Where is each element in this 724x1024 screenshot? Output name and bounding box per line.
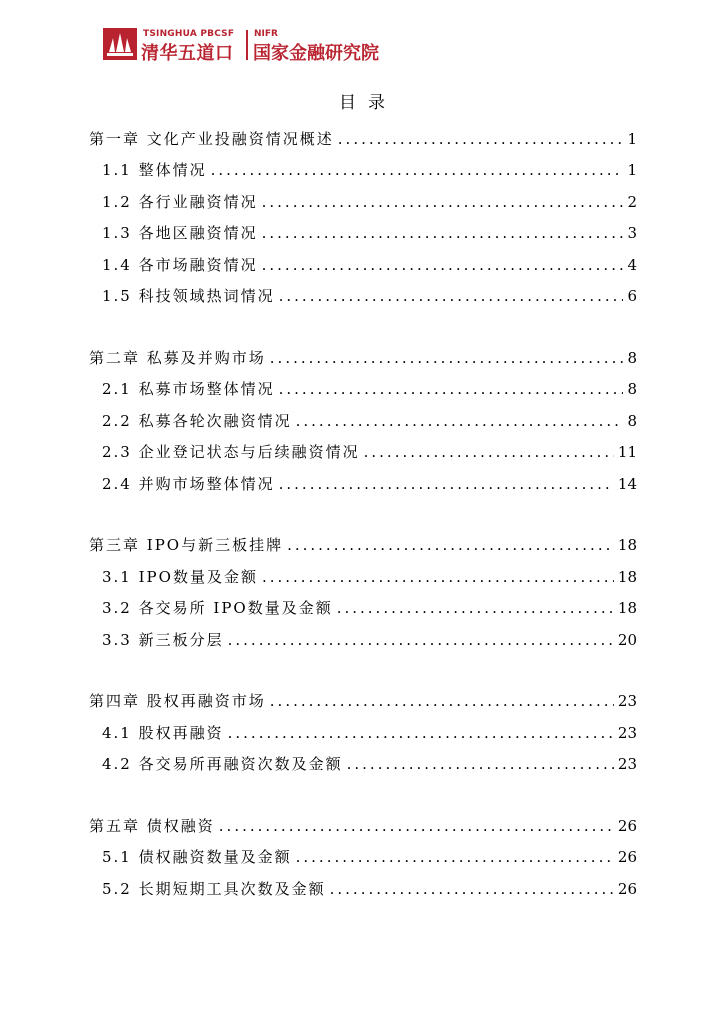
toc-section-3-2[interactable] (89, 586, 637, 618)
toc-leader (337, 599, 614, 617)
toc-section-1-4[interactable] (89, 242, 637, 274)
toc-page: 14 (617, 474, 637, 493)
toc-label: 3.3 新三板分层 (102, 630, 224, 649)
toc-page: 11 (617, 443, 637, 461)
toc-section-1-2[interactable] (89, 179, 637, 211)
toc-label: 3.1 IPO数量及金额 (102, 567, 258, 586)
toc-leader (287, 536, 614, 554)
toc-leader (228, 724, 614, 742)
toc-section-5-2[interactable] (89, 866, 637, 898)
toc-page: 26 (617, 816, 637, 835)
toc-chapter-4[interactable] (89, 679, 637, 711)
toc-section-5-1[interactable] (89, 835, 637, 867)
toc-label: 2.2 私募各轮次融资情况 (102, 411, 292, 430)
tsinghua-building-icon (103, 28, 137, 60)
toc-chapter-5[interactable] (89, 803, 637, 835)
toc-label: 2.1 私募市场整体情况 (102, 380, 275, 398)
toc-leader (347, 755, 614, 773)
toc-leader (270, 692, 614, 710)
toc-label: 第五章 债权融资 (89, 816, 215, 835)
toc-section-1-3[interactable] (89, 211, 637, 243)
toc-leader (262, 224, 624, 242)
toc-leader (279, 475, 614, 493)
toc-section-2-3[interactable] (89, 430, 637, 462)
toc-leader (262, 256, 624, 274)
toc-leader (219, 817, 614, 835)
toc-leader (270, 349, 624, 367)
toc-page: 8 (627, 411, 637, 430)
toc-leader (228, 631, 614, 649)
toc-page: 2 (627, 192, 637, 211)
toc-page: 4 (627, 255, 637, 274)
toc-label: 3.2 各交易所 IPO数量及金额 (102, 599, 333, 617)
toc-label: 1.1 整体情况 (102, 161, 207, 179)
toc-leader (338, 130, 624, 148)
institute-english: NIFR (254, 29, 278, 39)
header-divider (246, 30, 248, 60)
toc-leader (262, 568, 614, 586)
toc-label: 1.4 各市场融资情况 (102, 255, 258, 274)
toc-section-1-5[interactable] (89, 274, 637, 306)
toc-chapter-3[interactable] (89, 523, 637, 555)
toc-leader (279, 380, 624, 398)
toc-section-3-1[interactable] (89, 554, 637, 586)
toc-page: 20 (617, 630, 637, 649)
toc-label: 2.3 企业登记状态与后续融资情况 (102, 443, 360, 461)
toc-leader (279, 287, 624, 305)
toc-page: 18 (617, 599, 637, 617)
toc-leader (296, 848, 614, 866)
toc-label: 1.5 科技领域热词情况 (102, 287, 275, 305)
toc-label: 1.3 各地区融资情况 (102, 224, 258, 242)
toc-section-2-4[interactable] (89, 461, 637, 493)
toc-page: 1 (627, 129, 637, 148)
toc-page: 1 (627, 161, 637, 179)
toc-page: 6 (627, 287, 637, 305)
toc-page: 3 (627, 224, 637, 242)
toc-page: 23 (617, 723, 637, 742)
toc-label: 4.1 股权再融资 (102, 723, 224, 742)
toc-chapter-2[interactable] (89, 335, 637, 367)
toc-label: 第一章 文化产业投融资情况概述 (89, 129, 334, 148)
toc-leader (296, 412, 624, 430)
institute-chinese: 国家金融研究院 (253, 43, 379, 64)
toc-section-4-1[interactable] (89, 710, 637, 742)
toc-leader (364, 443, 614, 461)
toc-label: 1.2 各行业融资情况 (102, 192, 258, 211)
toc-section-2-2[interactable] (89, 398, 637, 430)
toc-label: 第二章 私募及并购市场 (89, 348, 266, 367)
brand-english: TSINGHUA PBCSF (143, 29, 235, 39)
toc-page: 8 (627, 380, 637, 398)
toc-page: 26 (617, 879, 637, 898)
toc-section-3-3[interactable] (89, 617, 637, 649)
toc-leader (262, 193, 624, 211)
toc-section-4-2[interactable] (89, 742, 637, 774)
toc-label: 4.2 各交易所再融资次数及金额 (102, 755, 343, 773)
table-of-contents (89, 116, 637, 898)
toc-leader (211, 161, 624, 179)
toc-section-1-1[interactable] (89, 148, 637, 180)
brand-chinese: 清华五道口 (141, 43, 234, 64)
toc-leader (330, 880, 614, 898)
toc-label: 第四章 股权再融资市场 (89, 692, 266, 710)
toc-page: 23 (617, 755, 637, 773)
toc-page: 18 (617, 567, 637, 586)
toc-label: 2.4 并购市场整体情况 (102, 474, 275, 493)
toc-page: 23 (617, 692, 637, 710)
toc-page: 8 (627, 348, 637, 367)
toc-section-2-1[interactable] (89, 367, 637, 399)
toc-title: 目录 (339, 93, 397, 113)
toc-label: 5.2 长期短期工具次数及金额 (102, 879, 326, 898)
toc-label: 5.1 债权融资数量及金额 (102, 848, 292, 866)
toc-chapter-1[interactable] (89, 116, 637, 148)
toc-label: 第三章 IPO与新三板挂牌 (89, 536, 284, 554)
toc-page: 26 (617, 848, 637, 866)
toc-page: 18 (617, 536, 637, 554)
header-logo (103, 26, 403, 62)
